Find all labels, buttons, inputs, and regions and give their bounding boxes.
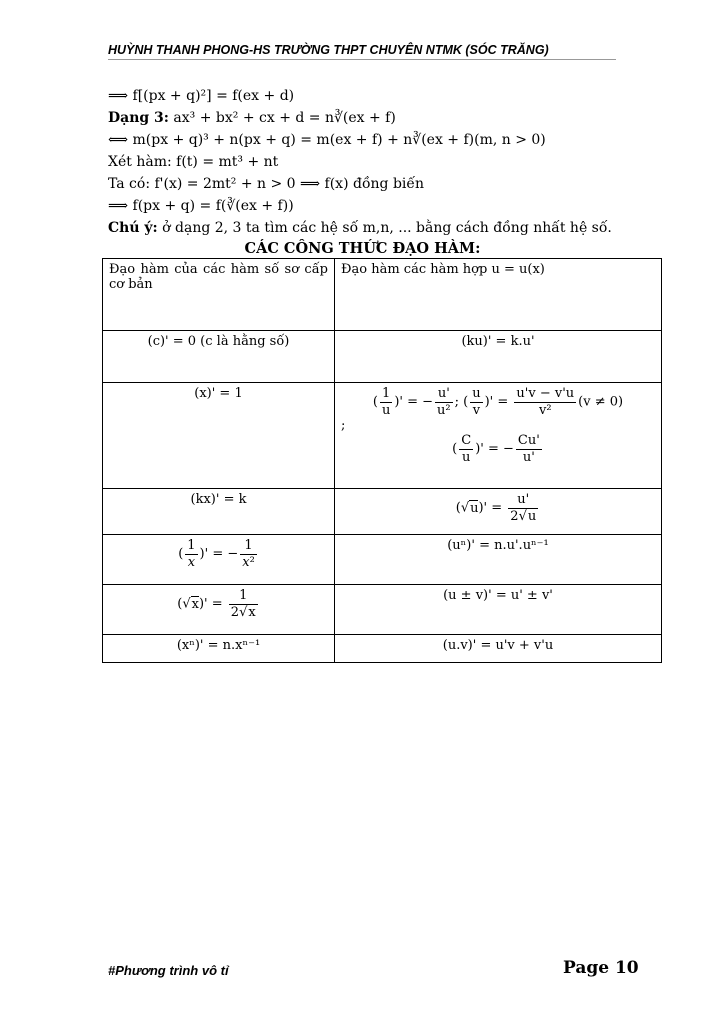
note-text: ở dạng 2, 3 ta tìm các hệ số m,n, ... bằng cách đồng nhất hệ số. xyxy=(157,220,612,236)
table-cell: (ku)' = k.u' xyxy=(335,331,662,383)
function-line: Xét hàm: f(t) = mt³ + nt xyxy=(108,154,279,170)
table-cell: ( $\frac{1}{u}$ )' = − $\frac{u'}{\text{u²}}$ ; ( $\frac{u}{v}$ )' = $\frac{u'v - v'u}{\text{v²}}$ (v ≠ 0) ; ( $\frac{C}{u}$ )' = − $\frac{Cu'}{u'}$ xyxy=(335,383,662,489)
type3-equation: ax³ + bx² + cx + d = n∛(ex + f) xyxy=(168,110,396,126)
footer-topic: #Phương trình vô tỉ xyxy=(108,963,229,978)
table-cell: (x)' = 1 xyxy=(103,383,335,489)
type3-line xyxy=(108,110,396,126)
table-cell: (√x)' = $\frac{1}{2√x}$ xyxy=(103,585,335,635)
table-cell: (kx)' = k xyxy=(103,489,335,535)
table-row xyxy=(103,383,662,489)
col2-header: Đạo hàm các hàm hợp u = u(x) xyxy=(335,259,662,331)
equation-line: ⟹ f[(px + q)²] = f(ex + d) xyxy=(108,88,295,104)
table-cell: (u.v)' = u'v + v'u xyxy=(335,635,662,663)
table-row xyxy=(103,331,662,383)
table-row xyxy=(103,489,662,535)
table-cell: ( $\frac{1}{x}$ )' = − $\frac{1}{\text{x²}}$ xyxy=(103,535,335,585)
table-row xyxy=(103,585,662,635)
table-cell: (c)' = 0 (c là hằng số) xyxy=(103,331,335,383)
col1-header: Đạo hàm của các hàm số sơ cấp cơ bản xyxy=(103,259,335,331)
table-row xyxy=(103,635,662,663)
table-cell: (uⁿ)' = n.u'.uⁿ⁻¹ xyxy=(335,535,662,585)
derivative-table xyxy=(102,258,662,663)
quotient-formulas: ( $\frac{1}{u}$ )' = − $\frac{u'}{\text{u²}}$ ; ( $\frac{u}{v}$ )' = $\frac{u'v - v'u}{\text{v²}}$ (v ≠ 0) xyxy=(372,386,624,418)
note-line xyxy=(108,220,612,236)
type3-label: Dạng 3: xyxy=(108,110,169,126)
table-row xyxy=(103,259,662,331)
constant-quotient-formula: ( $\frac{C}{u}$ )' = − $\frac{Cu'}{u'}$ xyxy=(452,433,540,465)
equivalence-line: ⟺ m(px + q)³ + n(px + q) = m(ex + f) + n∛(ex + f)(m, n > 0) xyxy=(108,132,546,148)
table-row xyxy=(103,535,662,585)
table-cell: (xⁿ)' = n.xⁿ⁻¹ xyxy=(103,635,335,663)
table-cell: (√u)' = $\frac{u'}{2√u}$ xyxy=(335,489,662,535)
note-label: Chú ý: xyxy=(108,220,158,236)
derivative-line: Ta có: f'(x) = 2mt² + n > 0 ⟹ f(x) đồng biến xyxy=(108,176,425,192)
table-cell: (u ± v)' = u' ± v' xyxy=(335,585,662,635)
conclusion-line: ⟹ f(px + q) = f(∛(ex + f)) xyxy=(108,198,294,214)
page-number: Page 10 xyxy=(563,958,639,978)
page-header: HUỲNH THANH PHONG-HS TRƯỜNG THPT CHUYÊN NTMK (SÓC TRĂNG) xyxy=(108,43,616,60)
table-title: CÁC CÔNG THỨC ĐẠO HÀM: xyxy=(244,240,481,257)
